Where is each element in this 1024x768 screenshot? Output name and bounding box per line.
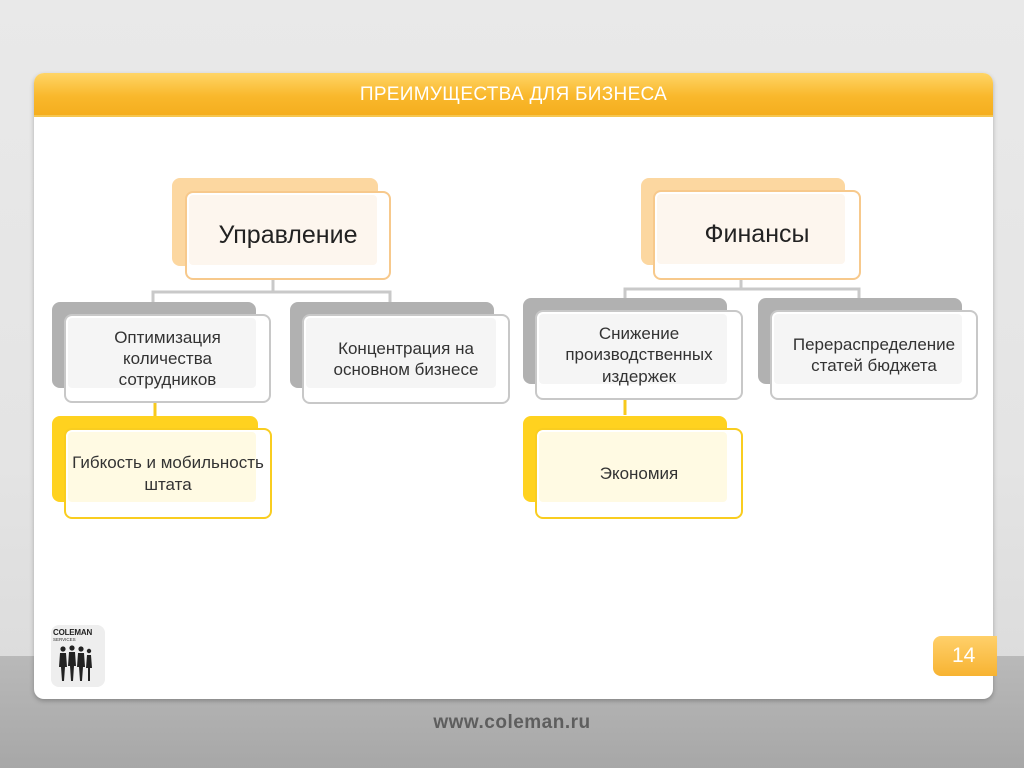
people-silhouettes-icon — [57, 645, 93, 683]
logo-subtitle: SERVICES — [53, 637, 76, 642]
node-finansy — [641, 178, 861, 280]
node-optimization — [52, 302, 273, 404]
node-economy — [523, 416, 744, 520]
logo-name: COLEMAN — [53, 628, 93, 637]
coleman-logo — [51, 625, 105, 687]
node-cost-reduction — [523, 298, 744, 401]
node-label: Снижение производственных издержек — [565, 324, 713, 386]
node-flexibility — [52, 416, 274, 520]
footer-url: www.coleman.ru — [433, 712, 591, 733]
node-label: Гибкость и мобильность штата — [72, 453, 264, 494]
slide — [34, 73, 993, 699]
node-budget — [758, 298, 980, 401]
node-label: Экономия — [599, 463, 679, 483]
slide-title: ПРЕИМУЩЕСТВА ДЛЯ БИЗНЕСА — [359, 84, 668, 105]
connector-left-root — [153, 279, 390, 303]
node-label: Перераспределение статей бюджета — [792, 334, 956, 375]
page-number: 14 — [933, 636, 997, 676]
node-concentration — [290, 302, 512, 406]
connector-right-root — [625, 279, 859, 299]
node-label: Финансы — [704, 220, 810, 249]
node-label: Оптимизация количества сотрудников — [114, 327, 221, 390]
node-label: Управление — [218, 220, 358, 249]
node-label: Концентрация на основном бизнесе — [333, 338, 479, 379]
node-upravlenie — [172, 178, 391, 280]
